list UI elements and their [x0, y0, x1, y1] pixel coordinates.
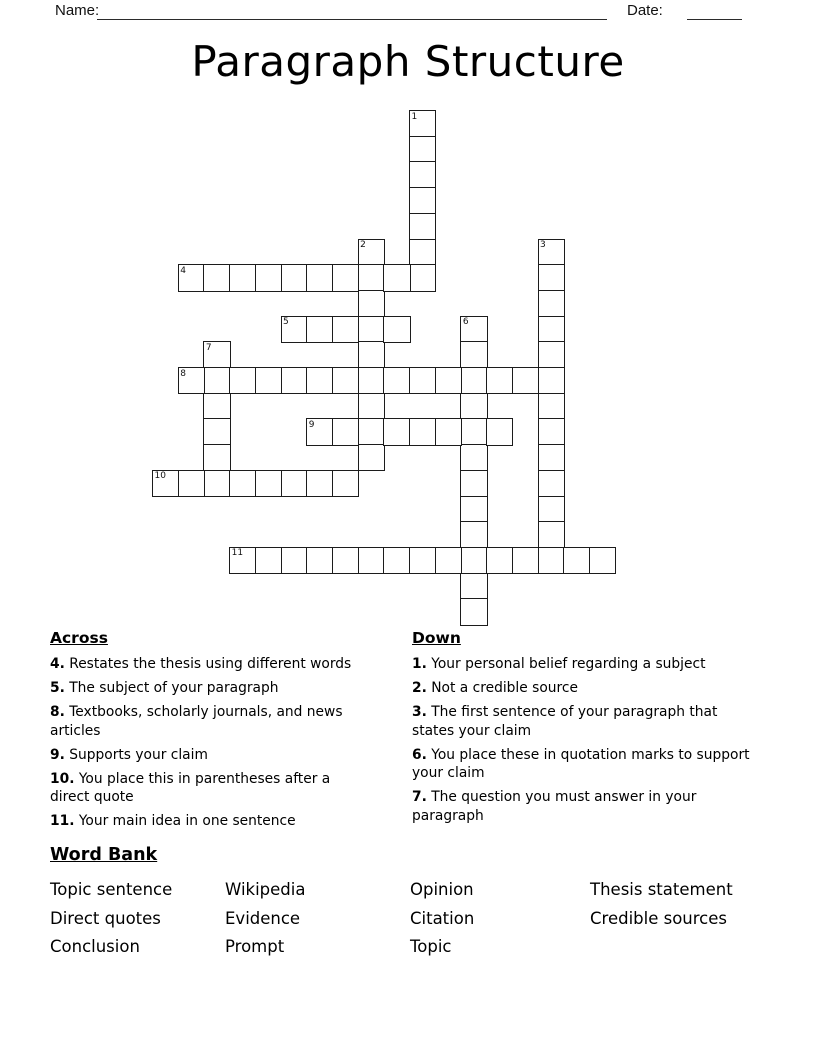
- grid-cell-r5-c15[interactable]: [538, 239, 565, 266]
- clue-number: 7.: [412, 789, 427, 805]
- clue-number: 10.: [50, 770, 75, 787]
- grid-cell-r17-c16[interactable]: [563, 547, 590, 574]
- down-clue-1: [412, 655, 752, 674]
- grid-cell-r12-c11[interactable]: [435, 418, 462, 445]
- clue-number: 5.: [50, 680, 65, 696]
- clue-text: Your personal belief regarding a subject: [426, 656, 706, 672]
- cell-number-9: 9: [308, 419, 315, 430]
- grid-cell-r2-c10[interactable]: [409, 161, 436, 188]
- word-bank-item: Opinion: [410, 880, 474, 899]
- word-bank-item: Thesis statement: [590, 880, 733, 899]
- page-title: Paragraph Structure: [191, 37, 625, 86]
- cell-number-8: 8: [180, 368, 186, 379]
- grid-cell-r14-c5[interactable]: [281, 470, 308, 497]
- word-bank-item: Conclusion: [50, 937, 140, 956]
- name-blank-line[interactable]: [97, 18, 607, 20]
- grid-cell-r8-c8[interactable]: [358, 316, 385, 343]
- grid-cell-r18-c12[interactable]: [460, 573, 487, 600]
- grid-cell-r10-c13[interactable]: [486, 367, 513, 394]
- grid-cell-r7-c8[interactable]: [358, 290, 385, 317]
- clue-text: The subject of your paragraph: [64, 680, 279, 696]
- grid-cell-r17-c4[interactable]: [255, 547, 282, 574]
- clue-text: Supports your claim: [64, 746, 208, 763]
- cell-number-6: 6: [462, 317, 469, 328]
- grid-cell-r12-c2[interactable]: [203, 418, 230, 445]
- cell-number-1: 1: [411, 111, 418, 122]
- grid-cell-r12-c6[interactable]: [306, 418, 333, 445]
- name-label: Name:: [55, 2, 100, 19]
- grid-cell-r17-c8[interactable]: [358, 547, 385, 574]
- word-bank-column-1: [50, 876, 172, 962]
- grid-cell-r8-c15[interactable]: [538, 316, 565, 343]
- date-blank-line[interactable]: [687, 18, 742, 20]
- grid-cell-r6-c6[interactable]: [306, 264, 333, 291]
- grid-cell-r6-c15[interactable]: [538, 264, 565, 291]
- grid-cell-r16-c12[interactable]: [460, 521, 487, 548]
- grid-cell-r12-c7[interactable]: [332, 418, 359, 445]
- grid-cell-r12-c10[interactable]: [409, 418, 436, 445]
- word-bank-item: Evidence: [225, 908, 301, 928]
- grid-cell-r17-c13[interactable]: [486, 547, 513, 574]
- grid-cell-r10-c8[interactable]: [358, 367, 385, 394]
- grid-cell-r6-c1[interactable]: [178, 264, 205, 291]
- across-clue-9: [50, 746, 372, 765]
- grid-cell-r10-c6[interactable]: [306, 367, 333, 394]
- grid-cell-r17-c3[interactable]: [229, 547, 256, 574]
- grid-cell-r17-c15[interactable]: [538, 547, 565, 574]
- clue-text: Your main idea in one sentence: [74, 813, 296, 829]
- grid-cell-r10-c14[interactable]: [512, 367, 539, 394]
- grid-cell-r13-c12[interactable]: [460, 444, 487, 471]
- grid-cell-r8-c6[interactable]: [306, 316, 333, 343]
- grid-cell-r14-c4[interactable]: [255, 470, 282, 497]
- grid-cell-r14-c15[interactable]: [538, 470, 565, 497]
- grid-cell-r15-c15[interactable]: [538, 496, 565, 523]
- word-bank-item: Citation: [410, 908, 475, 928]
- word-bank-item: Direct quotes: [50, 908, 161, 928]
- grid-cell-r6-c9[interactable]: [383, 264, 410, 291]
- grid-cell-r13-c8[interactable]: [358, 444, 385, 471]
- clue-number: 9.: [50, 746, 65, 763]
- grid-cell-r3-c10[interactable]: [409, 187, 436, 214]
- grid-cell-r8-c7[interactable]: [332, 316, 359, 343]
- cell-number-10: 10: [154, 471, 166, 482]
- grid-cell-r17-c10[interactable]: [409, 547, 436, 574]
- grid-cell-r17-c14[interactable]: [512, 547, 539, 574]
- grid-cell-r14-c6[interactable]: [306, 470, 333, 497]
- clue-text: Textbooks, scholarly journals, and news articles: [50, 704, 343, 739]
- grid-cell-r5-c8[interactable]: [358, 239, 385, 266]
- across-clue-5: [50, 679, 372, 698]
- grid-cell-r11-c12[interactable]: [460, 393, 487, 420]
- grid-cell-r6-c5[interactable]: [281, 264, 308, 291]
- grid-cell-r17-c5[interactable]: [281, 547, 308, 574]
- grid-cell-r16-c15[interactable]: [538, 521, 565, 548]
- grid-cell-r12-c15[interactable]: [538, 418, 565, 445]
- grid-cell-r12-c13[interactable]: [486, 418, 513, 445]
- grid-cell-r13-c2[interactable]: [203, 444, 230, 471]
- grid-cell-r10-c9[interactable]: [383, 367, 410, 394]
- grid-cell-r10-c4[interactable]: [255, 367, 282, 394]
- grid-cell-r17-c12[interactable]: [460, 547, 487, 574]
- across-clue-8: [50, 703, 372, 740]
- across-heading: Across: [50, 629, 108, 647]
- word-bank-item: Credible sources: [590, 908, 727, 928]
- grid-cell-r1-c10[interactable]: [409, 136, 436, 163]
- grid-cell-r0-c10[interactable]: [409, 110, 436, 137]
- cell-number-2: 2: [360, 240, 366, 250]
- grid-cell-r10-c10[interactable]: [409, 367, 436, 394]
- down-heading: Down: [412, 629, 461, 647]
- down-clue-2: [412, 679, 752, 698]
- grid-cell-r11-c15[interactable]: [538, 393, 565, 420]
- clue-text: Restates the thesis using different words: [64, 656, 352, 672]
- grid-cell-r12-c9[interactable]: [383, 418, 410, 445]
- word-bank-item: Topic: [410, 937, 452, 956]
- grid-cell-r17-c9[interactable]: [383, 547, 410, 574]
- grid-cell-r14-c0[interactable]: [152, 470, 179, 497]
- date-label: Date:: [627, 2, 663, 19]
- grid-cell-r14-c3[interactable]: [229, 470, 256, 497]
- grid-cell-r6-c3[interactable]: [229, 264, 256, 291]
- word-bank-heading: Word Bank: [50, 845, 158, 865]
- grid-cell-r9-c8[interactable]: [358, 341, 385, 368]
- grid-cell-r10-c3[interactable]: [229, 367, 256, 394]
- grid-cell-r6-c7[interactable]: [332, 264, 359, 291]
- word-bank-item: Topic sentence: [50, 880, 173, 899]
- cell-number-11: 11: [231, 548, 244, 559]
- across-clue-list: [50, 655, 372, 831]
- word-bank-section: [50, 845, 790, 956]
- grid-cell-r5-c10[interactable]: [409, 239, 436, 266]
- clue-number: 2.: [412, 680, 427, 696]
- grid-cell-r19-c12[interactable]: [460, 598, 487, 625]
- clue-text: You place this in parentheses after a direct quote: [50, 770, 331, 805]
- across-clue-11: [50, 812, 372, 831]
- grid-cell-r6-c10[interactable]: [409, 264, 436, 291]
- grid-cell-r12-c12[interactable]: [460, 418, 487, 445]
- across-clue-10: [50, 770, 372, 807]
- down-clue-list: [412, 655, 752, 825]
- word-bank-column-4: [590, 876, 733, 933]
- cell-number-3: 3: [540, 240, 546, 250]
- clue-text: Not a credible source: [426, 680, 578, 696]
- grid-cell-r14-c2[interactable]: [203, 470, 230, 497]
- grid-cell-r10-c5[interactable]: [281, 367, 308, 394]
- cell-number-4: 4: [180, 265, 186, 276]
- grid-cell-r8-c9[interactable]: [383, 316, 410, 343]
- grid-cell-r11-c2[interactable]: [203, 393, 230, 420]
- grid-cell-r10-c11[interactable]: [435, 367, 462, 394]
- grid-cell-r11-c8[interactable]: [358, 393, 385, 420]
- grid-cell-r17-c7[interactable]: [332, 547, 359, 574]
- grid-cell-r10-c15[interactable]: [538, 367, 565, 394]
- grid-cell-r10-c1[interactable]: [178, 367, 205, 394]
- word-bank-column-2: [225, 876, 305, 962]
- grid-cell-r6-c4[interactable]: [255, 264, 282, 291]
- across-clue-4: [50, 655, 372, 674]
- grid-cell-r14-c1[interactable]: [178, 470, 205, 497]
- down-clue-3: [412, 703, 752, 740]
- word-bank-column-3: [410, 876, 474, 962]
- clue-text: You place these in quotation marks to support your claim: [412, 746, 750, 781]
- grid-cell-r9-c12[interactable]: [460, 341, 487, 368]
- grid-cell-r13-c15[interactable]: [538, 444, 565, 471]
- word-bank-item: Prompt: [225, 937, 285, 956]
- grid-cell-r10-c7[interactable]: [332, 367, 359, 394]
- word-bank-item: Wikipedia: [225, 880, 306, 899]
- down-clue-6: [412, 746, 752, 783]
- grid-cell-r8-c12[interactable]: [460, 316, 487, 343]
- grid-cell-r17-c11[interactable]: [435, 547, 462, 574]
- grid-cell-r17-c17[interactable]: [589, 547, 616, 574]
- clue-number: 1.: [412, 656, 427, 672]
- grid-cell-r14-c7[interactable]: [332, 470, 359, 497]
- down-clues-section: [412, 629, 752, 831]
- cell-number-5: 5: [283, 317, 289, 328]
- clue-number: 4.: [50, 656, 65, 672]
- clue-text: The first sentence of your paragraph that states your claim: [412, 704, 718, 739]
- clue-number: 6.: [412, 746, 427, 763]
- grid-cell-r9-c15[interactable]: [538, 341, 565, 368]
- grid-cell-r10-c12[interactable]: [460, 367, 487, 394]
- grid-cell-r6-c2[interactable]: [203, 264, 230, 291]
- grid-cell-r8-c5[interactable]: [281, 316, 308, 343]
- clue-text: The question you must answer in your paragraph: [412, 789, 697, 824]
- clue-number: 3.: [412, 704, 427, 720]
- grid-cell-r9-c2[interactable]: [203, 341, 230, 368]
- grid-cell-r14-c12[interactable]: [460, 470, 487, 497]
- clue-number: 8.: [50, 704, 65, 720]
- grid-cell-r15-c12[interactable]: [460, 496, 487, 523]
- grid-cell-r17-c6[interactable]: [306, 547, 333, 574]
- cell-number-7: 7: [205, 342, 212, 353]
- clue-number: 11.: [50, 813, 75, 829]
- grid-cell-r10-c2[interactable]: [203, 367, 230, 394]
- grid-cell-r4-c10[interactable]: [409, 213, 436, 240]
- grid-cell-r7-c15[interactable]: [538, 290, 565, 317]
- grid-cell-r12-c8[interactable]: [358, 418, 385, 445]
- across-clues-section: [50, 629, 372, 836]
- grid-cell-r6-c8[interactable]: [358, 264, 385, 291]
- down-clue-7: [412, 788, 752, 825]
